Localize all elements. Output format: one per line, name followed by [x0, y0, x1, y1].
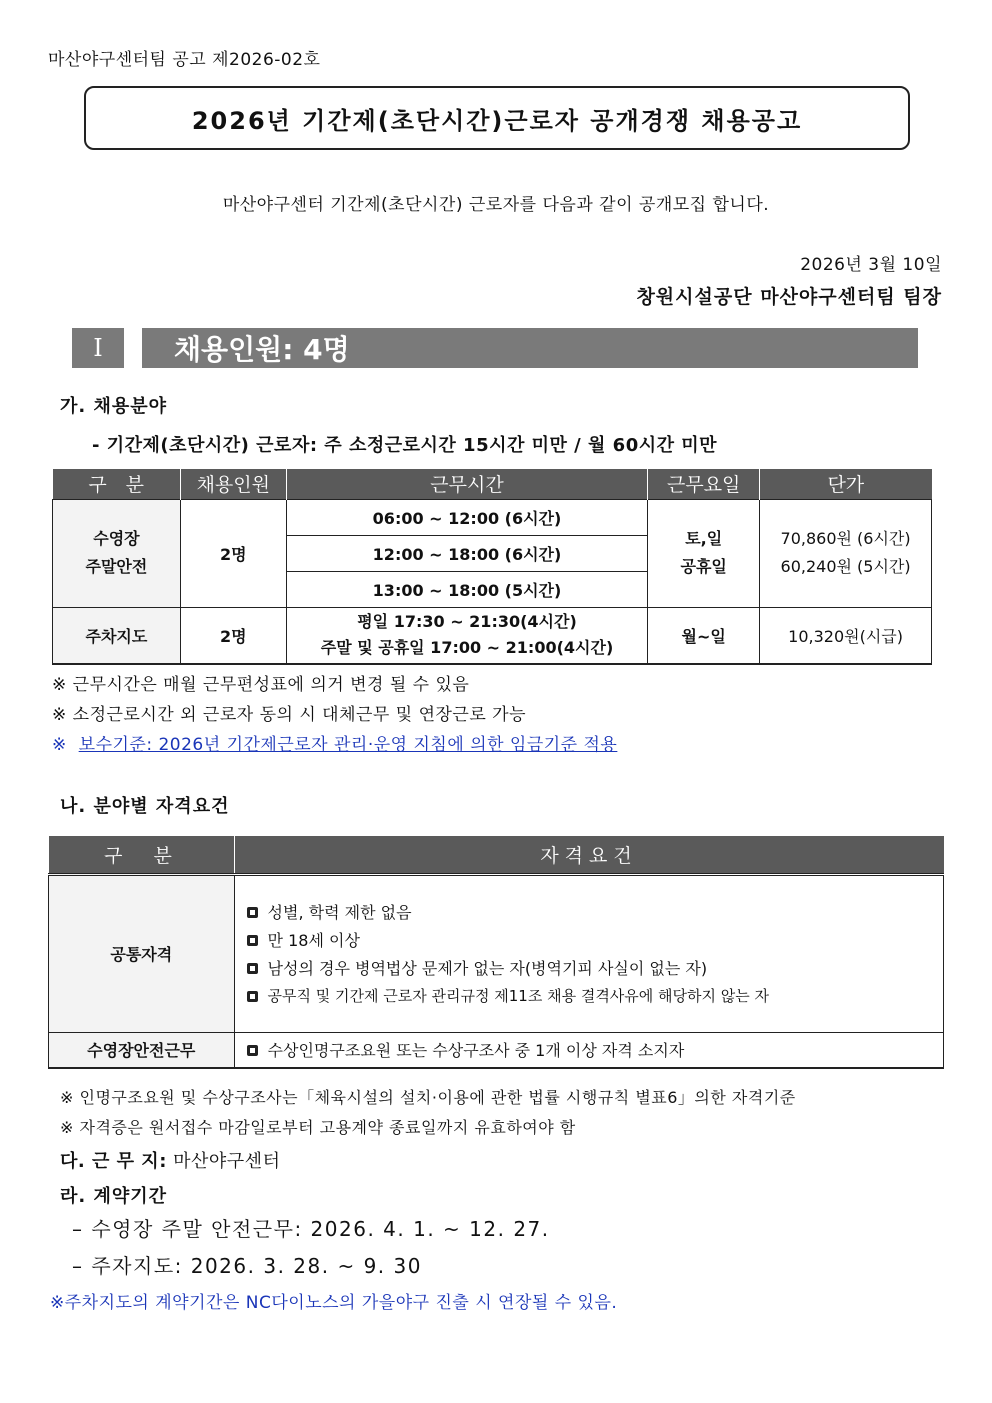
header-days: 근무요일 — [648, 469, 760, 499]
sub-heading-d: 라. 계약기간 — [60, 1186, 168, 1207]
qualification-table-header — [49, 836, 944, 874]
header-hours: 근무시간 — [286, 469, 648, 499]
wage-standard-note: 보수기준: 2026년 기간제근로자 관리·운영 지침에 의한 임금기준 적용 — [78, 735, 618, 755]
cell-hours: 12:00 ~ 18:00 (6시간) — [286, 535, 648, 571]
list-item — [247, 1036, 943, 1064]
hours-line2: 주말 및 공휴일 17:00 ~ 21:00(4시간) — [320, 638, 614, 658]
sub-heading-a-desc: - 기간제(초단시간) 근로자: 주 소정근로시간 15시간 미만 / 월 60시간 미만 — [92, 435, 718, 456]
category-line2: 주말안전 — [85, 557, 148, 576]
bullet-square-icon — [247, 935, 258, 946]
contract-line: – 수영장 주말 안전근무: 2026. 4. 1. ~ 12. 27. — [72, 1217, 550, 1241]
notice-number: 마산야구센터팀 공고 제2026-02호 — [48, 50, 321, 70]
header-category: 구 분 — [49, 836, 235, 874]
issuer: 창원시설공단 마산야구센터팀 팀장 — [636, 286, 942, 308]
section-number: Ⅰ — [72, 328, 124, 368]
table-row — [53, 499, 932, 535]
sub-heading-a: 가. 채용분야 — [60, 396, 168, 417]
list-item — [247, 954, 943, 982]
cell-days — [648, 499, 760, 607]
workplace-label: 다. 근 무 지: — [60, 1151, 167, 1172]
workplace-value: 마산야구센터 — [173, 1151, 281, 1172]
note-line: ※ 소정근로시간 외 근로자 동의 시 대체근무 및 연장근로 가능 — [52, 705, 527, 725]
workplace-line — [60, 1147, 280, 1173]
cell-pool-item — [234, 1032, 943, 1068]
notice-date: 2026년 3월 10일 — [800, 255, 942, 275]
hours-line1: 평일 17:30 ~ 21:30(4시간) — [357, 612, 577, 632]
qual-text: 수상인명구조요원 또는 수상구조사 중 1개 이상 자격 소지자 — [267, 1041, 685, 1061]
cell-common-label: 공통자격 — [49, 874, 235, 1032]
header-wage: 단가 — [760, 469, 932, 499]
qual-text: 공무직 및 기간제 근로자 관리규정 제11조 채용 결격사유에 해당하지 않는 자 — [267, 987, 770, 1005]
cell-days: 월~일 — [648, 607, 760, 664]
days-line1: 토,일 — [685, 529, 723, 548]
header-count: 채용인원 — [180, 469, 286, 499]
qual-text: 남성의 경우 병역법상 문제가 없는 자(병역기피 사실이 없는 자) — [267, 959, 708, 978]
header-qualification: 자격요건 — [234, 836, 943, 874]
qualification-table — [48, 836, 944, 1069]
bullet-square-icon — [247, 907, 258, 918]
title-box — [84, 86, 910, 150]
days-line2: 공휴일 — [680, 557, 727, 576]
note-mark: ※ — [52, 735, 67, 755]
cell-hours: 06:00 ~ 12:00 (6시간) — [286, 499, 648, 535]
list-item — [247, 926, 943, 954]
cell-wage — [760, 499, 932, 607]
header-category: 구 분 — [53, 469, 181, 499]
cell-pool-label: 수영장안전근무 — [49, 1032, 235, 1068]
section-title: 채용인원: 4명 — [142, 328, 918, 368]
contract-line: – 주자지도: 2026. 3. 28. ~ 9. 30 — [72, 1254, 422, 1278]
cell-hours — [286, 607, 648, 664]
cell-hours: 13:00 ~ 18:00 (5시간) — [286, 571, 648, 607]
list-item — [247, 898, 943, 926]
bullet-square-icon — [247, 1045, 258, 1056]
table-row — [49, 1032, 944, 1068]
category-line1: 수영장 — [93, 529, 140, 548]
bullet-square-icon — [247, 963, 258, 974]
hiring-table — [52, 469, 932, 665]
table-row — [49, 874, 944, 1032]
cell-category — [53, 499, 181, 607]
final-note: ※주차지도의 계약기간은 NC다이노스의 가을야구 진출 시 연장될 수 있음. — [50, 1293, 618, 1313]
intro-text: 마산야구센터 기간제(초단시간) 근로자를 다음과 같이 공개모집 합니다. — [222, 195, 770, 215]
hiring-table-header — [53, 469, 932, 499]
cell-common-items — [234, 874, 943, 1032]
cell-wage: 10,320원(시급) — [760, 607, 932, 664]
list-item — [247, 982, 943, 1010]
wage-line2: 60,240원 (5시간) — [780, 557, 911, 576]
page-title: 2026년 기간제(초단시간)근로자 공개경쟁 채용공고 — [191, 106, 803, 135]
qual-text: 성별, 학력 제한 없음 — [267, 903, 412, 922]
cell-count: 2명 — [180, 499, 286, 607]
bullet-square-icon — [247, 991, 258, 1002]
cell-count: 2명 — [180, 607, 286, 664]
wage-line1: 70,860원 (6시간) — [780, 529, 911, 548]
qual-note: ※ 자격증은 원서접수 마감일로부터 고용계약 종료일까지 유효하여야 함 — [60, 1118, 576, 1137]
sub-heading-b: 나. 분야별 자격요건 — [60, 796, 230, 817]
cell-category: 주차지도 — [53, 607, 181, 664]
note-line-blue — [52, 730, 617, 755]
note-line: ※ 근무시간은 매월 근무편성표에 의거 변경 될 수 있음 — [52, 675, 470, 695]
qual-note: ※ 인명구조요원 및 수상구조사는「체육시설의 설치·이용에 관한 법률 시행규칙 별표6」의한 자격기준 — [60, 1088, 796, 1107]
table-row — [53, 607, 932, 664]
qual-text: 만 18세 이상 — [267, 931, 360, 950]
